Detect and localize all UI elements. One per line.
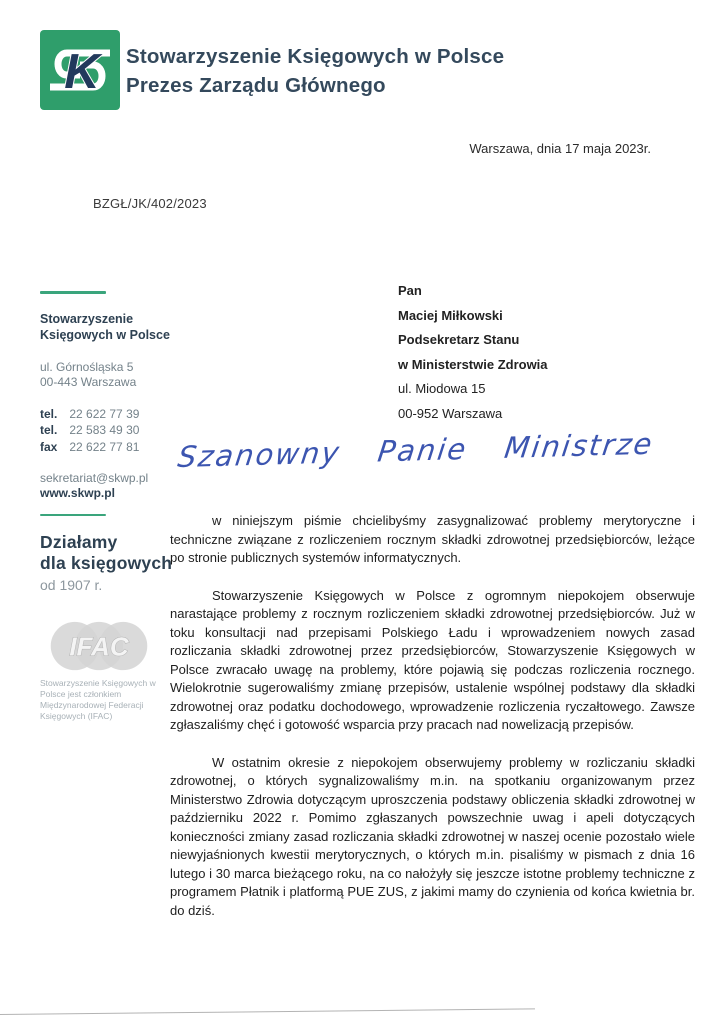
fax-value: 22 622 77 81: [69, 440, 140, 455]
reference-number: BZGŁ/JK/402/2023: [93, 196, 207, 211]
body-paragraph-2: Stowarzyszenie Księgowych w Polsce z ogromnym niepokojem obserwuje narastające problemy z rocznym rozliczeniem składki zdrowotnej przedsiębiorców. Już w toku konsultacji nad przepisami Polskiego Ładu i wprowadzeniem nowych zasad rozliczania składki zdrowotnej przez przedsiębiorców, Stowarzyszenie Księgowych w Polsce zwracało uwagę na problemy, które pojawią się podczas rozliczenia rocznego. Wielokrotnie sugerowaliśmy zmianę przepisów, ustalenie wspólnej podstawy dla składki zdrowotnej oraz podatku dochodowego, wprowadzenie rozliczenia ryczałtowego. Zawsze zgłaszaliśmy chęć i gotowość wsparcia przy pracach nad nowelizacją przepisów.: [170, 587, 695, 732]
email-address: sekretariat@skwp.pl: [40, 470, 149, 485]
slogan-line1: Działamy: [40, 532, 118, 553]
sidebar-web: [40, 471, 178, 501]
phone-row: [40, 424, 178, 438]
sidebar-address: [40, 360, 178, 390]
sidebar-org-line2: Księgowych w Polsce: [40, 327, 170, 342]
sidebar-slogan: [40, 532, 178, 593]
website-address: www.skwp.pl: [40, 485, 115, 500]
place-and-date: Warszawa, dnia 17 maja 2023r.: [469, 141, 651, 156]
phone-label: tel.: [40, 423, 58, 438]
skwp-logo-icon: [40, 30, 120, 110]
recipient-title: Podsekretarz Stanu: [398, 332, 520, 348]
logo-letter: K: [64, 45, 100, 99]
org-name: Stowarzyszenie Księgowych w Polsce: [126, 45, 505, 68]
slogan-since: od 1907 r.: [40, 577, 103, 594]
sidebar-org-line1: Stowarzyszenie: [40, 311, 134, 326]
letterhead-title: [126, 42, 504, 100]
slogan-line2: dla księgowych: [40, 553, 173, 574]
green-divider-top: [40, 291, 106, 294]
body-paragraph-1: w niniejszym piśmie chcielibyśmy zasygnalizować problemy merytoryczne i techniczne związane z rozliczeniem rocznym składki zdrowotnej przedsiębiorców, leżące po stronie publicznych systemów informatycznych.: [170, 513, 695, 565]
phone-row: [40, 408, 178, 422]
ifac-logo-icon: [40, 619, 158, 675]
sidebar-phones: [40, 408, 178, 455]
recipient-street: ul. Miodowa 15: [398, 381, 486, 397]
ifac-caption: Stowarzyszenie Księgowych w Polsce jest członkiem Międzynarodowej Federacji Księgowych (IFAC): [40, 678, 156, 722]
org-role: Prezes Zarządu Głównego: [126, 74, 386, 97]
fax-row: [40, 441, 178, 455]
recipient-institution: w Ministerstwie Zdrowia: [398, 356, 548, 372]
recipient-name: Maciej Miłkowski: [398, 307, 503, 323]
handwritten-greeting: Szanowny Panie Ministrze: [175, 426, 656, 475]
scan-artifact-line: [0, 1008, 535, 1015]
phone-label: tel.: [40, 406, 58, 421]
body-paragraph-3: W ostatnim okresie z niepokojem obserwujemy problemy w rozliczaniu składki zdrowotnej, o których sygnalizowaliśmy m.in. na spotkaniu organizowanym przez Ministerstwo Zdrowia dotyczącym uproszczenia podstawy obliczenia składki zdrowotnej w październiku 2022 r. Pomimo zgłaszanych powszechnie uwag i apeli dotyczących konieczności zmiany zasad rozliczania składki zdrowotnej w naszej ocenie pozostało wiele niewyjaśnionych kwestii merytorycznych, o których m.in. pisaliśmy w pismach z dnia 16 lutego i 30 marca bieżącego roku, na co nałożyły się jeszcze istotne problemy techniczne z programem Płatnik i platformą PUE ZUS, z jakimi mamy do czynienia od końca kwietnia br. do dziś.: [170, 754, 695, 918]
recipient-block: [398, 279, 548, 427]
phone-value: 22 583 49 30: [69, 423, 140, 438]
ifac-logo-text: IFAC: [69, 632, 129, 663]
address-city: 00-443 Warszawa: [40, 374, 137, 389]
address-street: ul. Górnośląska 5: [40, 359, 134, 374]
recipient-salutation: Pan: [398, 283, 422, 298]
sidebar-org-name: [40, 311, 178, 343]
letterhead-sidebar: [40, 291, 178, 722]
recipient-city: 00-952 Warszawa: [398, 405, 503, 421]
phone-value: 22 622 77 39: [69, 406, 140, 421]
fax-label: fax: [40, 440, 58, 455]
letter-body: [170, 512, 695, 939]
green-divider-bottom: [40, 514, 106, 517]
